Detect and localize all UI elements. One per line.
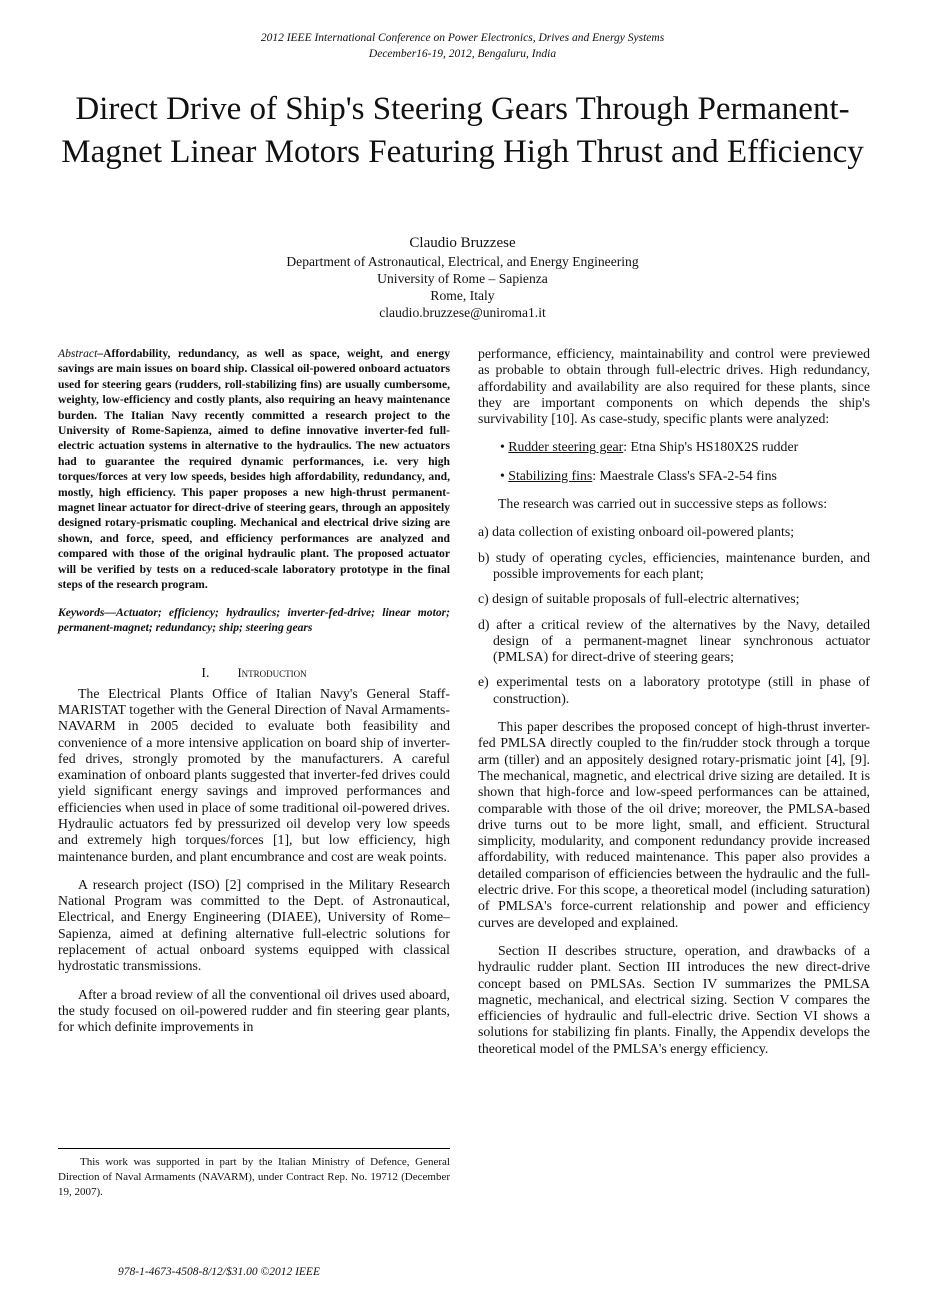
funding-footnote: This work was supported in part by the Italian Ministry of Defence, General Direction of Naval Armaments (NAVARM), under Contract Rep. No. 19712 (December 19, 2007). <box>58 1156 450 1198</box>
author-department: Department of Astronautical, Electrical, and Energy Engineering <box>286 254 639 269</box>
abstract <box>58 346 450 593</box>
intro-paragraph-1: The Electrical Plants Office of Italian Navy's General Staff-MARISTAT together with the General Direction of Naval Armaments-NAVARM in 2005 decided to evaluate both feasibility and convenience of a more intensive application on board ship of inverter-fed drives, strongly promoted by the manufacturers. A careful examination of onboard plants suggested that inverter-fed drives could yield significant energy savings and improved performances and efficiencies when used in place of some traditional oil-powered drives. Hydraulic actuators fed by pressurized oil develop very low speeds and extremely high torques/forces [1], but low efficiency, high maintenance burden, and plant encumbrance and cost are weak points. <box>58 685 450 864</box>
conference-header <box>0 30 925 62</box>
case-study-bullet-2: • Stabilizing fins: Maestrale Class's SFA-2-54 fins <box>500 467 777 483</box>
keywords <box>58 605 450 636</box>
bullet-term: Rudder steering gear <box>508 439 624 455</box>
keywords-text: Actuator; efficiency; hydraulics; inverter-fed-drive; linear motor; permanent-magnet; redundancy; ship; steering gears <box>58 605 450 634</box>
case-study-bullet-1: • Rudder steering gear: Etna Ship's HS180X2S rudder <box>500 439 799 455</box>
steps-intro: The research was carried out in successive steps as follows: <box>498 496 828 512</box>
author-university: University of Rome – Sapienza <box>377 271 548 286</box>
intro-continued-paragraph: performance, efficiency, maintainability and control were previewed as probable to obtain through full-electric drives. High redundancy, affordability and availability are also required for these plants, since they are important components on which depends the ship's survivability [10]. As case-study, specific plants were analyzed: <box>478 346 870 427</box>
abstract-text: –Affordability, redundancy, as well as space, weight, and energy savings are main issues on board ship. Classical oil-powered onboard actuators used for steering gears (rudders, roll-stabilizing fins) are usually cumbersome, weighty, low-efficiency and costly plants, also requiring an heavy maintenance burden. The Italian Navy recently committed a research project to the University of Rome-Sapienza, aimed to define innovative inverter-fed full-electric actuation systems in alternative to the hydraulics. The new actuators had to guarantee the required dynamic performances, i.e. very high torques/forces at very low speeds, besides high affordability, redundancy, and, mostly, high efficiency. This paper proposes a new high-thrust permanent-magnet linear actuator for direct-drive of steering gears, through an appositely designed rotary-prismatic coupling. Mechanical and electrical drive sizing are shown, and force, speed, and efficiency performances are analyzed and compared with those of the original hydraulic plant. The proposed actuator will be verified by tests on a reduced-scale laboratory prototype in the final steps of the research program. <box>58 347 450 592</box>
conference-name: 2012 IEEE International Conference on Power Electronics, Drives and Energy Systems <box>260 32 665 44</box>
section-title: Introduction <box>237 666 307 681</box>
intro-paragraph-2: A research project (ISO) [2] comprised in the Military Research National Program was committed to the Dept. of Astronautical, Electrical, and Energy Engineering (DIAEE), University of Rome–Sapienza, aimed at defining alternative full-electric solutions for replacement of actual onboard systems equipped with classical hydrostatic transmissions. <box>58 876 450 974</box>
section-number: I. <box>201 665 210 681</box>
section-heading-introduction <box>58 665 450 681</box>
abstract-label: Abstract <box>58 347 98 360</box>
author-location: Rome, Italy <box>430 288 495 303</box>
keywords-label: Keywords— <box>58 605 116 619</box>
isbn-copyright: 978-1-4673-4508-8/12/$31.00 ©2012 IEEE <box>118 1266 320 1278</box>
bullet-desc: : Etna Ship's HS180X2S rudder <box>623 439 799 455</box>
paper-title: Direct Drive of Ship's Steering Gears Through Permanent-Magnet Linear Motors Featuring High Thrust and Efficiency <box>61 91 864 170</box>
step-item: e) experimental tests on a laboratory prototype (still in phase of construction). <box>478 674 870 706</box>
step-item: a) data collection of existing onboard oil-powered plants; <box>478 524 795 540</box>
author-affiliation <box>0 253 925 321</box>
bullet-term: Stabilizing fins <box>508 467 593 483</box>
author-name: Claudio Bruzzese <box>409 235 516 251</box>
author-email[interactable]: claudio.bruzzese@uniroma1.it <box>379 305 546 320</box>
paper-outline-paragraph: Section II describes structure, operation, and drawbacks of a hydraulic rudder plant. Section III introduces the new direct-drive concept based on PMLSAs. Section IV summarizes the PMLSA magnetic, mechanical, and electrical sizing. Section V compares the efficiencies of hydraulic and full-electric drive. Section VI shows a solutions for stabilizing fin plants. Finally, the Appendix develops the theoretical model of the PMLSA's energy efficiency. <box>478 942 870 1056</box>
left-column <box>58 346 450 1048</box>
step-item: d) after a critical review of the alternatives by the Navy, detailed design of a permanent-magnet linear synchronous actuator (PMLSA) for direct-drive of steering gears; <box>478 616 870 665</box>
right-column <box>478 346 870 1069</box>
conference-date-location: December16-19, 2012, Bengaluru, India <box>368 48 557 60</box>
bullet-desc: : Maestrale Class's SFA-2-54 fins <box>592 467 777 483</box>
step-item: b) study of operating cycles, efficiencies, maintenance burden, and possible improvements for each plant; <box>478 549 870 581</box>
intro-paragraph-3: After a broad review of all the conventional oil drives used aboard, the study focused on oil-powered rudder and fin steering gear plants, for which definite improvements in <box>58 986 450 1035</box>
paper-description-paragraph: This paper describes the proposed concept of high-thrust inverter-fed PMLSA directly coupled to the fin/rudder stock through a torque arm (tiller) and an appositely designed rotary-prismatic joint [4], [9]. The mechanical, magnetic, and electrical drive sizing are detailed. It is shown that high-force and low-speed performances can be attained, comparable with those of the oil drive; moreover, the PMLSA-based drive turns out to be more light, small, and efficient. Structural simplicity, modularity, and component redundancy provide increased affordability, with reduced maintenance. This paper also provides a detailed comparison of efficiencies between the hydraulic and the full-electric drive. For this scope, a theoretical model (including saturation) of PMLSA's force-current relationship and power and efficiency curves are developed and explained. <box>478 719 870 930</box>
step-item: c) design of suitable proposals of full-electric alternatives; <box>478 591 800 607</box>
footnote-divider <box>58 1148 450 1149</box>
